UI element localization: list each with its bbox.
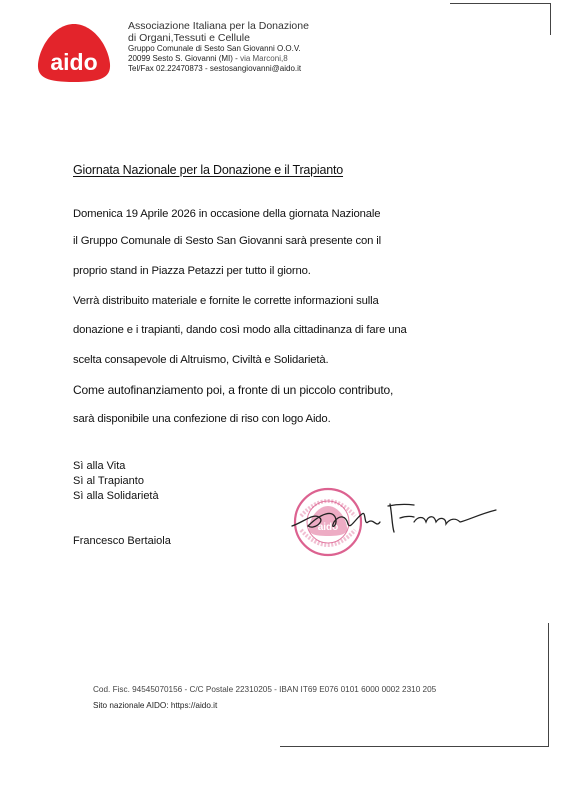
- signer-name: Francesco Bertaiola: [73, 535, 171, 547]
- org-name-line1: Associazione Italiana per la Donazione: [128, 20, 309, 32]
- logo-text: aido: [50, 49, 98, 75]
- footer-codes: Cod. Fisc. 94545070156 - C/C Postale 22310205 - IBAN IT69 E076 0101 6000 0002 2310 205: [93, 685, 437, 694]
- body-line: Verrà distribuito materiale e fornite le corrette informazioni sulla: [73, 295, 379, 307]
- corner-rule: [550, 3, 551, 35]
- corner-rule: [450, 3, 551, 4]
- motto-line: Sì alla Solidarietà: [73, 490, 159, 502]
- body-line: sarà disponibile una confezione di riso con logo Aido.: [73, 413, 331, 425]
- body-line: scelta consapevole di Altruismo, Civiltà e Solidarietà.: [73, 354, 329, 366]
- handwritten-signature: [290, 492, 500, 542]
- org-group: Gruppo Comunale di Sesto San Giovanni O.O.V.: [128, 44, 301, 53]
- body-line: proprio stand in Piazza Petazzi per tutto il giorno.: [73, 265, 311, 277]
- footer-rule: [548, 623, 549, 747]
- svg-text:aido: aido: [317, 522, 339, 533]
- footer-rule: [280, 746, 549, 747]
- aido-logo: [36, 22, 112, 84]
- address-main: 20099 Sesto S. Giovanni (MI) -: [128, 54, 238, 63]
- org-contacts: Tel/Fax 02.22470873 - sestosangiovanni@aido.it: [128, 64, 302, 73]
- body-line: Domenica 19 Aprile 2026 in occasione della giornata Nazionale: [73, 208, 381, 220]
- letter-title: Giornata Nazionale per la Donazione e il Trapianto: [73, 163, 344, 177]
- org-name-line2: di Organi,Tessuti e Cellule: [128, 32, 250, 44]
- org-address: [128, 54, 428, 64]
- body-line: donazione e i trapianti, dando così modo alla cittadinanza di fare una: [73, 324, 407, 336]
- motto-line: Sì al Trapianto: [73, 475, 144, 487]
- organization-header: [128, 20, 428, 74]
- motto-line: Sì alla Vita: [73, 460, 126, 472]
- address-street: via Marconi,8: [240, 54, 288, 63]
- body-line: Come autofinanziamento poi, a fronte di un piccolo contributo,: [73, 383, 394, 397]
- footer-site: Sito nazionale AIDO: https://aido.it: [93, 701, 218, 710]
- body-line: il Gruppo Comunale di Sesto San Giovanni sarà presente con il: [73, 235, 381, 247]
